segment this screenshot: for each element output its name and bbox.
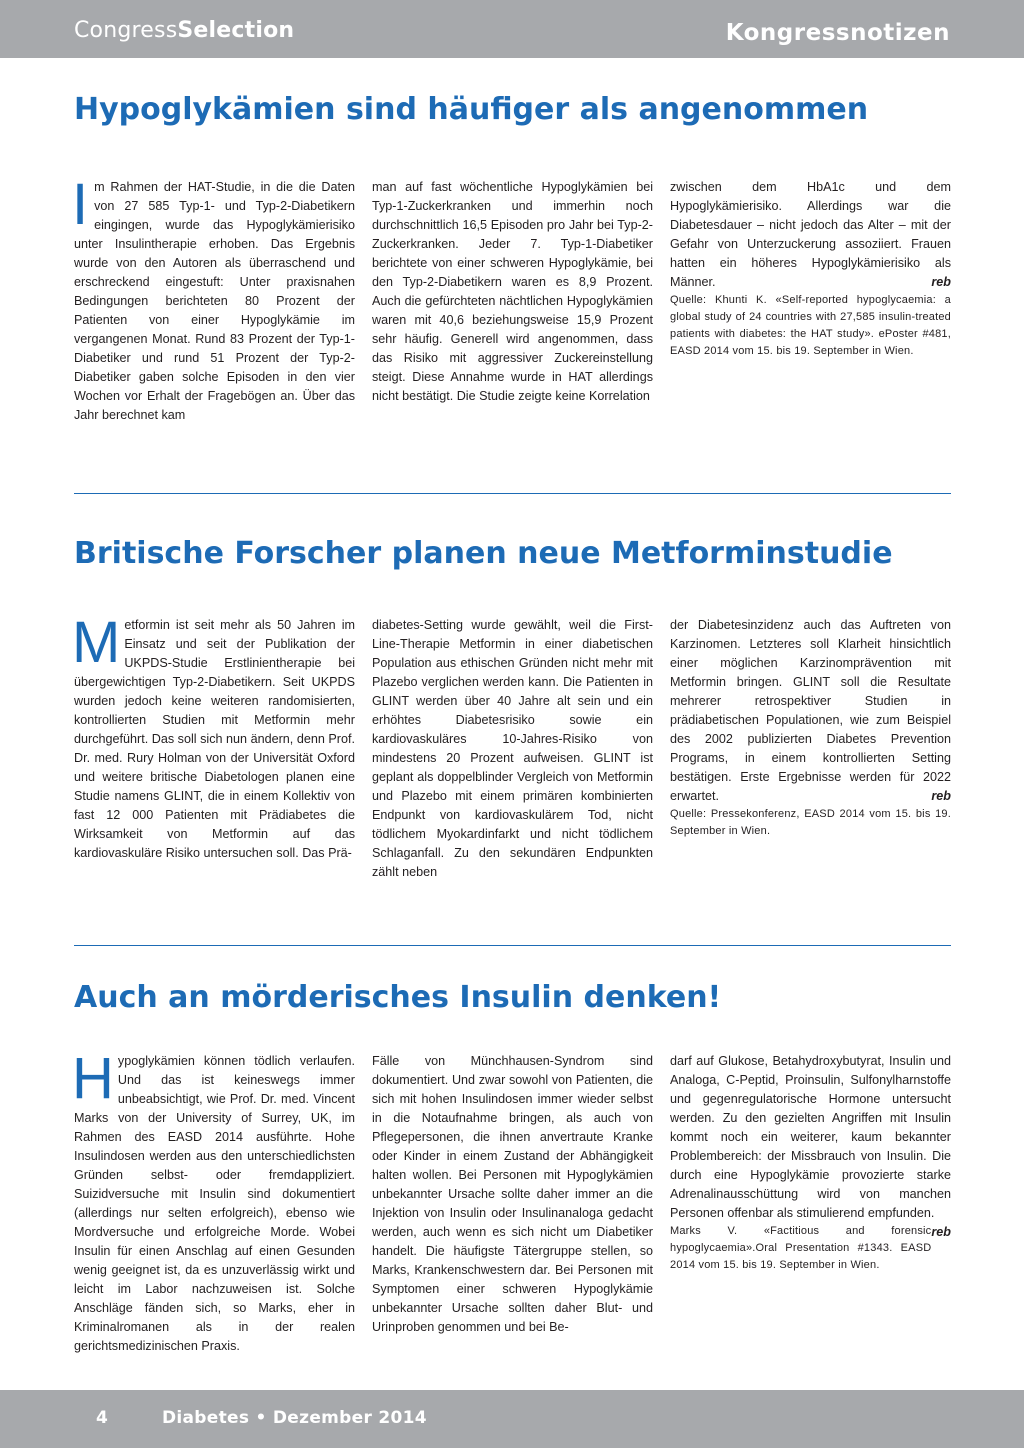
article-columns: [72, 610, 951, 882]
drop-cap: M: [72, 610, 121, 675]
header-bar: [0, 0, 1024, 58]
brand-logo: [74, 18, 294, 43]
column-text: zwischen dem HbA1c und dem Hypoglykämierisiko. Allerdings war die Diabetesdauer – nicht jedoch das Alter – mit der Gefahr von Unterzuckerung assoziiert. Frauen hatten ein höheres Hypoglykämierisiko als Männer.: [670, 180, 951, 289]
article-headline: Hypoglykämien sind häufiger als angenommen: [74, 92, 869, 127]
author-signature: reb: [931, 275, 951, 289]
section-rubric: Kongressnotizen: [725, 20, 950, 46]
column-text: ypoglykämien können tödlich verlaufen. Und das ist keineswegs immer unbeabsichtigt, wie Prof. Dr. med. Vincent Marks von der University of Surrey, UK, im Rahmen des EASD 2014 ausführte. Hohe Insulindosen werden aus den unterschiedlichsten Gründen selbst- oder fremdappliziert. Suizidversuche mit Insulin sind dokumentiert (allerdings nur selten erfolgreich), ebenso wie Mordversuche und erfolgreiche Morde. Wobei Insulin für einen Anschlag auf einen Gesunden wenig geeignet ist, da es unzuverlässig wirkt und leicht im Labor nachzuweisen ist. Solche Anschläge fänden sich, so Marks, eher in Kriminalromanen als in der realen gerichtsmedizinischen Praxis.: [74, 1054, 355, 1353]
article-column-1: [72, 610, 355, 882]
article-column-3: [670, 1052, 951, 1356]
article-column-2: [372, 178, 653, 425]
article-columns: [72, 172, 951, 425]
article-column-3: [670, 616, 951, 882]
article-headline: Britische Forscher planen neue Metforminstudie: [74, 536, 893, 571]
issue-label: Diabetes • Dezember 2014: [162, 1408, 427, 1428]
source-note: Quelle: Pressekonferenz, EASD 2014 vom 15. bis 19. September in Wien.: [670, 808, 951, 837]
column-text: darf auf Glukose, Betahydroxybutyrat, Insulin und Analoga, C-Peptid, Proinsulin, Sulfonylharnstoffe und gegenregulatorische Hormone untersucht werden. Zu den gezielten Angriffen mit Insulin kommt noch ein weiterer, kaum bekannter Problembereich: der Missbrauch von Insulin. Die durch eine Hypoglykämie provozierte starke Adrenalinausschüttung wird von manchen Personen offenbar als stimulierend empfunden.: [670, 1054, 951, 1220]
author-signature: reb: [931, 1225, 951, 1239]
article-headline: Auch an mörderisches Insulin denken!: [74, 980, 722, 1015]
drop-cap: H: [72, 1046, 114, 1111]
brand-bold: Selection: [177, 18, 295, 43]
brand-light: Congress: [74, 18, 178, 43]
article-column-3: [670, 178, 951, 425]
column-text: Fälle von Münchhausen-Syndrom sind dokumentiert. Und zwar sowohl von Patienten, die sich mit hohen Insulindosen immer wieder selbst in die Notaufnahme bringen, als auch von Pflegepersonen, die ihnen anvertraute Kranke oder Kinder in einem Zustand der Abhängigkeit halten wollen. Bei Personen mit Hypoglykämien unbekannter Ursache sollte daher immer an die Injektion von Insulin oder Insulinanaloga gedacht werden, auch wenn es sich nicht um Diabetiker handelt. Die häufigste Tätergruppe stellen, so Marks, Krankenschwestern dar. Bei Personen mit Symptomen einer schweren Hypoglykämie unbekannter Ursache sollten daher Blut- und Urinproben genommen und bei Be-: [372, 1054, 653, 1334]
drop-cap: I: [72, 172, 89, 237]
footer-bar: [0, 1390, 1024, 1448]
source-note: Marks V. «Factitious and forensic hypoglycaemia».Oral Presentation #1343. EASD 2014 vom 15. bis 19. September in Wien.: [670, 1225, 932, 1271]
article-column-1: [72, 1046, 355, 1356]
article-hypoglykaemien: [72, 92, 951, 422]
column-text: m Rahmen der HAT-Studie, in die die Daten von 27 585 Typ-1- und Typ-2-Diabetikern eingingen, wurde das Hypoglykämierisiko unter Insulintherapie erhoben. Das Ergebnis wurde von den Autoren als überraschend und erschreckend eingestuft: Unter praxisnahen Bedingungen berichteten 80 Prozent der Patienten von einer Hypoglykämie im vergangenen Monat. Rund 83 Prozent der Typ-1-Diabetiker und rund 51 Prozent der Typ-2-Diabetiker gaben solche Episoden in den vier Wochen vor Erhalt der Fragebögen an. Über das Jahr berechnet kam: [74, 180, 355, 422]
column-text: diabetes-Setting wurde gewählt, weil die First-Line-Therapie Metformin in einer diabetischen Population aus ethischen Gründen nicht mehr mit Plazebo verglichen werden kann. Die Patienten in GLINT werden über 40 Jahre alt sein und ein erhöhtes Diabetesrisiko sowie ein kardiovaskuläres 10-Jahres-Risiko von mindestens 20 Prozent aufweisen. GLINT ist geplant als doppelblinder Vergleich von Metformin und Plazebo mit einem primären kombinierten Endpunkt von kardiovaskulärem Tod, nicht tödlichem Myokardinfarkt und nicht tödlichem Schlaganfall. Zu den sekundären Endpunkten zählt neben: [372, 618, 653, 879]
divider-rule: [74, 493, 951, 494]
article-columns: [72, 1046, 951, 1356]
column-text: etformin ist seit mehr als 50 Jahren im Einsatz und seit der Publikation der UKPDS-Studie Erstlinientherapie bei übergewichtigen Typ-2-Diabetikern. Seit UKPDS wurden jedoch keine weiteren randomisierten, kontrollierten Studien mit Metformin mehr durchgeführt. Das soll sich nun ändern, denn Prof. Dr. med. Rury Holman von der Universität Oxford und weitere britische Diabetologen planen eine Studie namens GLINT, die in einem Kollektiv von fast 12 000 Patienten mit Prädiabetes die Wirksamkeit von Metformin auf das kardiovaskuläre Risiko untersuchen soll. Das Prä-: [74, 618, 355, 860]
column-text: man auf fast wöchentliche Hypoglykämien bei Typ-1-Zuckerkranken und immerhin noch durchschnittlich 16,5 Episoden pro Jahr bei Typ-2-Zuckerkranken. Jeder 7. Typ-1-Diabetiker berichtete von einer schweren Hypoglykämie, bei den Typ-2-Diabetikern waren es 8,9 Prozent. Auch die gefürchteten nächtlichen Hypoglykämien waren mit 40,6 beziehungsweise 15,9 Prozent sehr häufig. Generell wird angenommen, dass das Risiko mit aggressiver Zuckereinstellung steigt. Diese Annahme wurde in HAT allerdings nicht bestätigt. Die Studie zeigte keine Korrelation: [372, 180, 653, 403]
article-metformin: [72, 536, 951, 879]
article-column-1: [72, 172, 355, 425]
article-column-2: [372, 616, 653, 882]
column-text: der Diabetesinzidenz auch das Auftreten von Karzinomen. Letzteres soll Klarheit hinsichtlich einer möglichen Karzinomprävention mit Metformin bringen. GLINT soll die Resultate mehrerer retrospektiver Studien in prädiabetischen Populationen, wie zum Beispiel des 2002 publizierten Diabetes Prevention Programs, in einem kontrollierten Setting bestätigen. Erste Ergebnisse werden für 2022 erwartet.: [670, 618, 951, 803]
article-insulin: [72, 980, 951, 1353]
page-number: 4: [96, 1408, 108, 1428]
author-signature: reb: [931, 789, 951, 803]
source-note: Quelle: Khunti K. «Self-reported hypoglycaemia: a global study of 24 countries with 27,585 insulin-treated patients with diabetes: the HAT study». ePoster #481, EASD 2014 vom 15. bis 19. September in Wien.: [670, 294, 951, 357]
divider-rule: [74, 945, 951, 946]
article-column-2: [372, 1052, 653, 1356]
